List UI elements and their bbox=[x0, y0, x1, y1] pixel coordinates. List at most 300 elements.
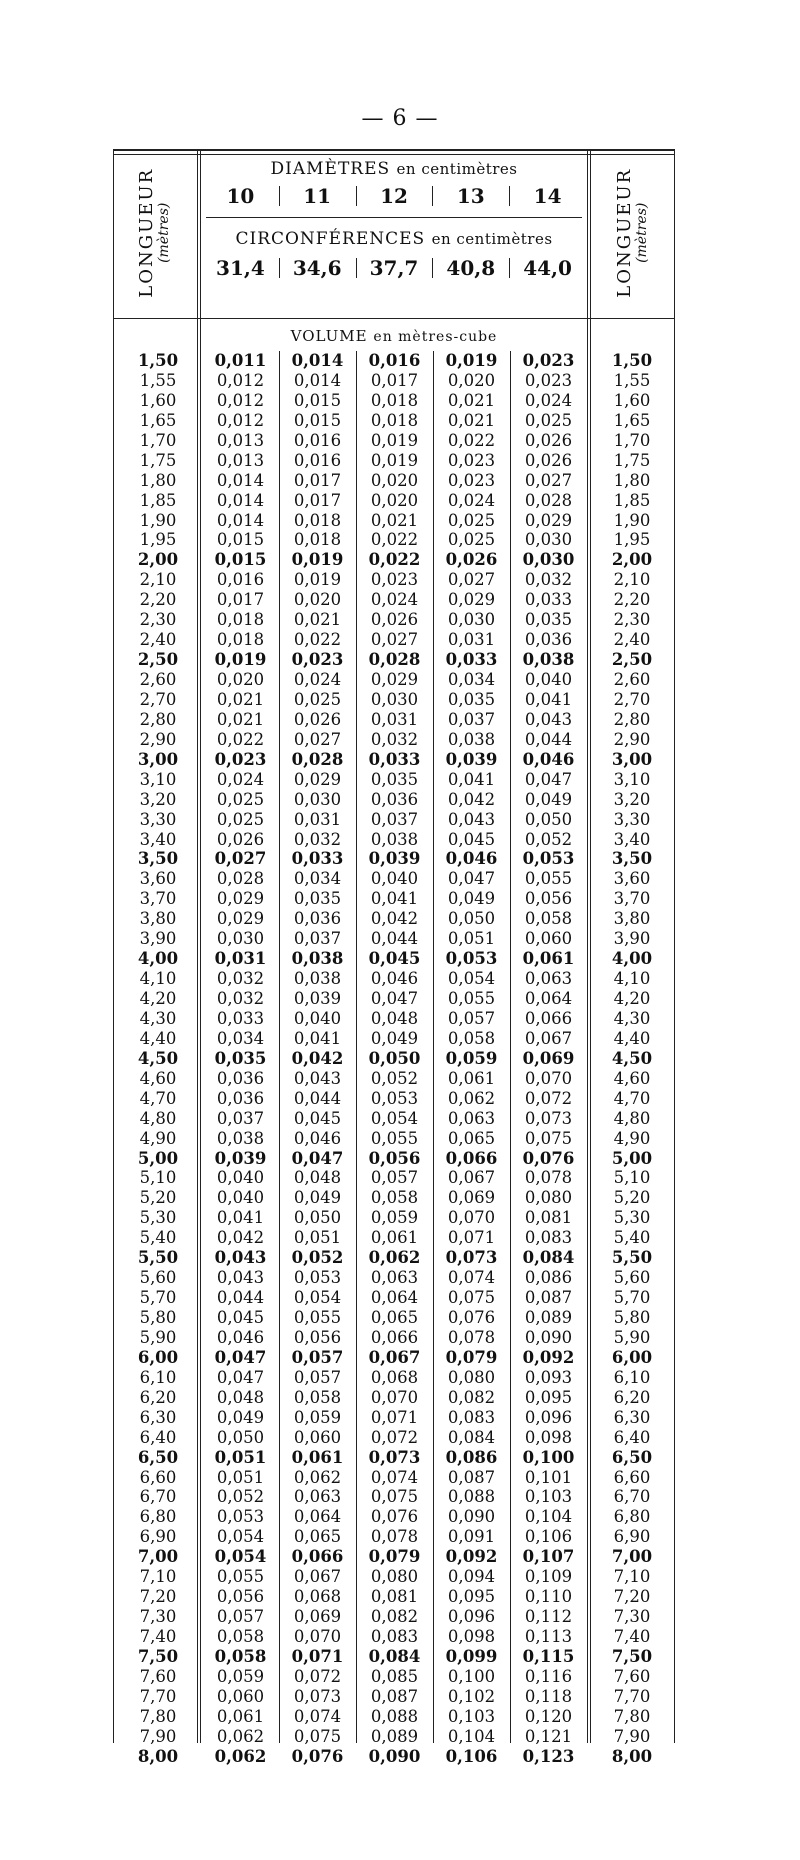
length-cell: 6,20 bbox=[139, 1387, 177, 1407]
volume-cell: 0,047 bbox=[291, 1148, 344, 1168]
volume-cell: 0,089 bbox=[370, 1726, 419, 1746]
volume-cell: 0,046 bbox=[522, 749, 575, 769]
diametre-value: 10 bbox=[226, 184, 255, 208]
volume-cell: 0,043 bbox=[214, 1248, 267, 1268]
table-row bbox=[114, 1049, 674, 1069]
length-cell: 5,70 bbox=[139, 1288, 177, 1308]
page-number: — 6 — bbox=[361, 106, 439, 131]
length-cell-right: 7,30 bbox=[613, 1607, 651, 1627]
volume-cell: 0,030 bbox=[524, 530, 573, 550]
table-row bbox=[114, 750, 674, 770]
table-row bbox=[114, 1687, 674, 1707]
volume-cell: 0,020 bbox=[293, 590, 342, 610]
volume-cell: 0,106 bbox=[445, 1746, 498, 1766]
volume-cell: 0,078 bbox=[447, 1327, 496, 1347]
volume-cell: 0,022 bbox=[368, 550, 421, 570]
length-cell: 7,80 bbox=[139, 1706, 177, 1726]
volume-cell: 0,098 bbox=[447, 1627, 496, 1646]
volume-cell: 0,059 bbox=[293, 1407, 342, 1427]
volume-unit: en mètres-cube bbox=[373, 329, 498, 345]
volume-cell: 0,013 bbox=[216, 450, 265, 470]
volume-cell: 0,054 bbox=[216, 1527, 265, 1547]
volume-cell: 0,060 bbox=[216, 1686, 265, 1706]
table-row bbox=[114, 1527, 674, 1547]
volume-cell: 0,082 bbox=[370, 1607, 419, 1627]
volume-cell: 0,063 bbox=[370, 1268, 419, 1288]
volume-cell: 0,057 bbox=[291, 1347, 344, 1367]
table-row bbox=[114, 830, 674, 850]
circonference-value: 44,0 bbox=[509, 255, 586, 281]
volume-cell: 0,076 bbox=[447, 1308, 496, 1327]
table-row bbox=[114, 909, 674, 929]
volume-cell: 0,028 bbox=[524, 490, 573, 510]
volume-cell: 0,038 bbox=[291, 949, 344, 969]
volume-cell: 0,032 bbox=[216, 989, 265, 1008]
length-cell: 6,00 bbox=[137, 1347, 179, 1367]
table-row bbox=[114, 411, 674, 431]
volume-cell: 0,089 bbox=[524, 1308, 573, 1327]
volume-cell: 0,015 bbox=[216, 530, 265, 550]
volume-cell: 0,100 bbox=[447, 1666, 496, 1686]
length-cell-right: 2,30 bbox=[613, 610, 651, 630]
volume-cell: 0,069 bbox=[293, 1607, 342, 1627]
volume-cell: 0,052 bbox=[291, 1248, 344, 1268]
length-cell: 2,20 bbox=[139, 590, 177, 610]
volume-cell: 0,065 bbox=[447, 1128, 496, 1148]
length-cell-right: 6,00 bbox=[611, 1347, 653, 1367]
length-cell-right: 7,80 bbox=[613, 1706, 651, 1726]
length-cell-right: 6,40 bbox=[613, 1427, 651, 1447]
volume-cell: 0,012 bbox=[216, 390, 265, 410]
volume-cell: 0,049 bbox=[216, 1407, 265, 1427]
volume-cell: 0,118 bbox=[524, 1686, 573, 1706]
length-cell: 1,60 bbox=[139, 390, 177, 410]
length-cell-right: 2,60 bbox=[613, 670, 651, 689]
length-cell: 4,00 bbox=[137, 949, 179, 969]
volume-cell: 0,123 bbox=[522, 1746, 575, 1766]
volume-cell: 0,033 bbox=[216, 1008, 265, 1028]
length-cell: 3,60 bbox=[139, 869, 177, 889]
table-row bbox=[114, 690, 674, 710]
volume-cell: 0,076 bbox=[291, 1746, 344, 1766]
table-row bbox=[114, 1388, 674, 1408]
volume-cell: 0,042 bbox=[291, 1048, 344, 1068]
volume-cell: 0,057 bbox=[216, 1607, 265, 1627]
volume-cell: 0,093 bbox=[524, 1367, 573, 1387]
volume-cell: 0,027 bbox=[447, 570, 496, 590]
volume-cell: 0,064 bbox=[370, 1288, 419, 1308]
header-bottom-rule bbox=[114, 318, 674, 319]
volume-cell: 0,065 bbox=[370, 1308, 419, 1327]
table-row bbox=[114, 1129, 674, 1149]
length-cell: 3,20 bbox=[139, 789, 177, 809]
volume-cell: 0,018 bbox=[370, 390, 419, 410]
diametre-value: 14 bbox=[509, 183, 586, 209]
diametres-title: DIAMÈTRES bbox=[270, 159, 391, 179]
volume-cell: 0,057 bbox=[293, 1367, 342, 1387]
volume-cell: 0,078 bbox=[370, 1527, 419, 1547]
length-cell-right: 4,20 bbox=[613, 989, 651, 1008]
volume-cell: 0,094 bbox=[447, 1567, 496, 1587]
volume-cell: 0,080 bbox=[370, 1567, 419, 1587]
volume-cell: 0,080 bbox=[447, 1367, 496, 1387]
length-cell-right: 3,00 bbox=[611, 749, 653, 769]
volume-cell: 0,033 bbox=[291, 849, 344, 869]
length-cell-right: 8,00 bbox=[611, 1746, 653, 1766]
volume-cell: 0,054 bbox=[370, 1108, 419, 1128]
volume-cell: 0,051 bbox=[214, 1447, 267, 1467]
volume-cell: 0,046 bbox=[293, 1128, 342, 1148]
volume-cell: 0,058 bbox=[214, 1646, 267, 1666]
length-cell: 1,70 bbox=[139, 430, 177, 450]
length-cell: 2,80 bbox=[139, 709, 177, 729]
volume-cell: 0,052 bbox=[524, 829, 573, 849]
volume-cell: 0,027 bbox=[524, 470, 573, 490]
length-cell: 5,20 bbox=[139, 1188, 177, 1208]
length-cell-right: 1,75 bbox=[613, 450, 651, 470]
length-cell: 7,70 bbox=[139, 1686, 177, 1706]
length-cell: 5,80 bbox=[139, 1308, 177, 1327]
volume-cell: 0,025 bbox=[524, 410, 573, 430]
volume-cell: 0,037 bbox=[293, 929, 342, 949]
length-cell-right: 2,50 bbox=[611, 650, 653, 670]
length-cell: 4,30 bbox=[139, 1008, 177, 1028]
volume-cell: 0,048 bbox=[370, 1008, 419, 1028]
volume-cell: 0,013 bbox=[216, 430, 265, 450]
volume-cell: 0,016 bbox=[216, 570, 265, 590]
length-cell-right: 7,50 bbox=[611, 1646, 653, 1666]
volume-cell: 0,026 bbox=[370, 610, 419, 630]
volume-cell: 0,039 bbox=[368, 849, 421, 869]
volume-cell: 0,065 bbox=[293, 1527, 342, 1547]
length-cell-right: 7,40 bbox=[613, 1627, 651, 1646]
table-row bbox=[114, 550, 674, 570]
volume-cell: 0,033 bbox=[445, 650, 498, 670]
volume-cell: 0,041 bbox=[447, 769, 496, 789]
right-length-unit: (mètres) bbox=[634, 202, 651, 264]
volume-cell: 0,060 bbox=[524, 929, 573, 949]
length-cell-right: 2,70 bbox=[613, 689, 651, 709]
volume-cell: 0,043 bbox=[447, 809, 496, 829]
length-cell-right: 3,90 bbox=[613, 929, 651, 949]
volume-cell: 0,061 bbox=[447, 1068, 496, 1088]
table-row bbox=[114, 1567, 674, 1587]
length-cell-right: 4,50 bbox=[611, 1048, 653, 1068]
volume-cell: 0,029 bbox=[370, 670, 419, 689]
volume-cell: 0,055 bbox=[370, 1128, 419, 1148]
volume-cell: 0,058 bbox=[216, 1627, 265, 1646]
volume-cell: 0,120 bbox=[524, 1706, 573, 1726]
length-cell: 2,10 bbox=[139, 570, 177, 590]
length-cell-right: 5,10 bbox=[613, 1168, 651, 1188]
volume-cell: 0,048 bbox=[293, 1168, 342, 1188]
volume-cell: 0,100 bbox=[522, 1447, 575, 1467]
volume-cell: 0,041 bbox=[293, 1028, 342, 1048]
volume-cell: 0,022 bbox=[216, 729, 265, 749]
volume-cell: 0,030 bbox=[522, 550, 575, 570]
length-cell: 3,80 bbox=[139, 909, 177, 929]
volume-cell: 0,025 bbox=[216, 809, 265, 829]
length-cell-right: 3,20 bbox=[613, 789, 651, 809]
volume-cell: 0,091 bbox=[447, 1527, 496, 1547]
length-cell: 8,00 bbox=[137, 1746, 179, 1766]
length-cell: 1,90 bbox=[139, 510, 177, 530]
length-cell-right: 2,90 bbox=[613, 729, 651, 749]
volume-cell: 0,022 bbox=[293, 630, 342, 650]
volume-cell: 0,070 bbox=[524, 1068, 573, 1088]
volume-cell: 0,039 bbox=[293, 989, 342, 1008]
right-length-title: LONGUEUR bbox=[614, 168, 636, 298]
length-cell: 5,60 bbox=[139, 1268, 177, 1288]
table-row bbox=[114, 1228, 674, 1248]
length-cell-right: 3,10 bbox=[613, 769, 651, 789]
volume-cell: 0,046 bbox=[445, 849, 498, 869]
table-row bbox=[114, 1168, 674, 1188]
volume-cell: 0,040 bbox=[293, 1008, 342, 1028]
volume-cell: 0,066 bbox=[291, 1547, 344, 1567]
length-cell-right: 5,30 bbox=[613, 1208, 651, 1228]
volume-cell: 0,073 bbox=[524, 1108, 573, 1128]
length-cell-right: 1,50 bbox=[611, 351, 653, 370]
circonferences-values bbox=[202, 255, 586, 281]
length-cell-right: 2,00 bbox=[611, 550, 653, 570]
volume-cell: 0,049 bbox=[293, 1188, 342, 1208]
volume-cell: 0,103 bbox=[447, 1706, 496, 1726]
volume-cell: 0,035 bbox=[447, 689, 496, 709]
volume-cell: 0,028 bbox=[216, 869, 265, 889]
volume-cell: 0,028 bbox=[368, 650, 421, 670]
volume-cell: 0,021 bbox=[370, 510, 419, 530]
volume-cell: 0,016 bbox=[293, 450, 342, 470]
volume-cell: 0,096 bbox=[524, 1407, 573, 1427]
table-row bbox=[114, 1647, 674, 1667]
volume-cell: 0,014 bbox=[216, 490, 265, 510]
volume-cell: 0,018 bbox=[216, 630, 265, 650]
length-cell: 6,70 bbox=[139, 1487, 177, 1507]
volume-cell: 0,029 bbox=[216, 909, 265, 929]
volume-cell: 0,081 bbox=[524, 1208, 573, 1228]
circonference-value: 34,6 bbox=[279, 255, 356, 281]
volume-cell: 0,050 bbox=[293, 1208, 342, 1228]
length-cell: 5,90 bbox=[139, 1327, 177, 1347]
volume-cell: 0,073 bbox=[293, 1686, 342, 1706]
volume-cell: 0,036 bbox=[370, 789, 419, 809]
volume-cell: 0,056 bbox=[293, 1327, 342, 1347]
volume-cell: 0,083 bbox=[524, 1228, 573, 1248]
table-row bbox=[114, 1288, 674, 1308]
table-row bbox=[114, 770, 674, 790]
volume-cell: 0,073 bbox=[445, 1248, 498, 1268]
volume-cell: 0,059 bbox=[370, 1208, 419, 1228]
volume-cell: 0,022 bbox=[447, 430, 496, 450]
volume-cell: 0,066 bbox=[524, 1008, 573, 1028]
length-cell-right: 4,80 bbox=[613, 1108, 651, 1128]
length-cell: 3,10 bbox=[139, 769, 177, 789]
volume-cell: 0,070 bbox=[447, 1208, 496, 1228]
volume-cell: 0,027 bbox=[214, 849, 267, 869]
volume-cell: 0,029 bbox=[447, 590, 496, 610]
volume-cell: 0,104 bbox=[447, 1726, 496, 1746]
length-cell: 2,00 bbox=[137, 550, 179, 570]
volume-cell: 0,015 bbox=[293, 410, 342, 430]
table-row bbox=[114, 1607, 674, 1627]
table-row bbox=[114, 1547, 674, 1567]
volume-cell: 0,055 bbox=[447, 989, 496, 1008]
volume-cell: 0,099 bbox=[445, 1646, 498, 1666]
volume-cell: 0,051 bbox=[216, 1467, 265, 1487]
length-cell: 7,20 bbox=[139, 1587, 177, 1607]
volume-cell: 0,035 bbox=[370, 769, 419, 789]
length-cell: 4,40 bbox=[139, 1028, 177, 1048]
volume-cell: 0,032 bbox=[524, 570, 573, 590]
volume-cell: 0,047 bbox=[216, 1367, 265, 1387]
table-row bbox=[114, 1408, 674, 1428]
volume-cell: 0,025 bbox=[447, 530, 496, 550]
length-cell: 2,30 bbox=[139, 610, 177, 630]
volume-cell: 0,064 bbox=[524, 989, 573, 1008]
volume-cell: 0,038 bbox=[370, 829, 419, 849]
length-cell: 1,85 bbox=[139, 490, 177, 510]
length-cell: 1,65 bbox=[139, 410, 177, 430]
length-cell-right: 6,50 bbox=[611, 1447, 653, 1467]
length-cell: 4,70 bbox=[139, 1088, 177, 1108]
volume-cell: 0,036 bbox=[216, 1068, 265, 1088]
volume-cell: 0,037 bbox=[216, 1108, 265, 1128]
volume-cell: 0,035 bbox=[524, 610, 573, 630]
volume-cell: 0,021 bbox=[447, 410, 496, 430]
volume-cell: 0,025 bbox=[293, 689, 342, 709]
volume-cell: 0,019 bbox=[370, 430, 419, 450]
volume-cell: 0,019 bbox=[291, 550, 344, 570]
volume-cell: 0,022 bbox=[370, 530, 419, 550]
volume-cell: 0,045 bbox=[447, 829, 496, 849]
volume-cell: 0,025 bbox=[216, 789, 265, 809]
length-cell-right: 6,90 bbox=[613, 1527, 651, 1547]
volume-cell: 0,023 bbox=[214, 749, 267, 769]
length-cell-right: 7,10 bbox=[613, 1567, 651, 1587]
length-cell: 4,60 bbox=[139, 1068, 177, 1088]
volume-cell: 0,038 bbox=[522, 650, 575, 670]
table-row bbox=[114, 1109, 674, 1129]
volume-cell: 0,014 bbox=[293, 370, 342, 390]
table-row bbox=[114, 1707, 674, 1727]
volume-title: VOLUME bbox=[290, 327, 368, 345]
length-cell-right: 1,95 bbox=[613, 530, 651, 550]
volume-cell: 0,072 bbox=[293, 1666, 342, 1686]
table-row bbox=[114, 929, 674, 949]
volume-cell: 0,039 bbox=[214, 1148, 267, 1168]
table-row bbox=[114, 590, 674, 610]
volume-cell: 0,115 bbox=[522, 1646, 575, 1666]
volume-cell: 0,054 bbox=[293, 1288, 342, 1308]
volume-cell: 0,035 bbox=[293, 889, 342, 909]
volume-cell: 0,058 bbox=[447, 1028, 496, 1048]
volume-cell: 0,026 bbox=[524, 430, 573, 450]
length-cell-right: 3,50 bbox=[611, 849, 653, 869]
table-row bbox=[114, 730, 674, 750]
volume-cell: 0,034 bbox=[293, 869, 342, 889]
volume-cell: 0,070 bbox=[293, 1627, 342, 1646]
length-cell: 3,70 bbox=[139, 889, 177, 909]
length-cell-right: 5,20 bbox=[613, 1188, 651, 1208]
table-row bbox=[114, 511, 674, 531]
volume-cell: 0,043 bbox=[216, 1268, 265, 1288]
volume-cell: 0,031 bbox=[370, 709, 419, 729]
volume-cell: 0,023 bbox=[291, 650, 344, 670]
volume-cell: 0,019 bbox=[370, 450, 419, 470]
volume-cell: 0,047 bbox=[370, 989, 419, 1008]
length-cell-right: 5,60 bbox=[613, 1268, 651, 1288]
table-row bbox=[114, 1587, 674, 1607]
table-row bbox=[114, 391, 674, 411]
volume-cell: 0,058 bbox=[293, 1387, 342, 1407]
table-row bbox=[114, 1069, 674, 1089]
volume-cell: 0,074 bbox=[370, 1467, 419, 1487]
table-row bbox=[114, 610, 674, 630]
volume-cell: 0,076 bbox=[522, 1148, 575, 1168]
table-row bbox=[114, 1149, 674, 1169]
table-row bbox=[114, 351, 674, 371]
table-row bbox=[114, 949, 674, 969]
volume-cell: 0,049 bbox=[370, 1028, 419, 1048]
volume-cell: 0,044 bbox=[293, 1088, 342, 1108]
table-body bbox=[114, 351, 674, 1767]
volume-cell: 0,050 bbox=[524, 809, 573, 829]
volume-cell: 0,021 bbox=[447, 390, 496, 410]
volume-cell: 0,029 bbox=[524, 510, 573, 530]
left-length-title: LONGUEUR bbox=[136, 168, 158, 298]
volume-cell: 0,040 bbox=[216, 1168, 265, 1188]
table-row bbox=[114, 1747, 674, 1767]
volume-cell: 0,016 bbox=[368, 351, 421, 370]
volume-cell: 0,090 bbox=[447, 1507, 496, 1527]
volume-cell: 0,088 bbox=[447, 1487, 496, 1507]
volume-cell: 0,092 bbox=[445, 1547, 498, 1567]
table-row bbox=[114, 1348, 674, 1368]
volume-cell: 0,026 bbox=[293, 709, 342, 729]
volume-cell: 0,066 bbox=[370, 1327, 419, 1347]
table-row bbox=[114, 1368, 674, 1388]
length-cell: 6,80 bbox=[139, 1507, 177, 1527]
length-cell-right: 1,70 bbox=[613, 430, 651, 450]
volume-cell: 0,028 bbox=[291, 749, 344, 769]
diametres-heading bbox=[202, 159, 586, 179]
volume-cell: 0,061 bbox=[291, 1447, 344, 1467]
volume-cell: 0,053 bbox=[445, 949, 498, 969]
volume-cell: 0,023 bbox=[447, 450, 496, 470]
diametres-unit: en centimètres bbox=[396, 160, 518, 178]
volume-cell: 0,062 bbox=[214, 1746, 267, 1766]
volume-cell: 0,069 bbox=[522, 1048, 575, 1068]
volume-cell: 0,083 bbox=[447, 1407, 496, 1427]
length-cell-right: 4,60 bbox=[613, 1068, 651, 1088]
volume-cell: 0,075 bbox=[293, 1726, 342, 1746]
volume-cell: 0,069 bbox=[447, 1188, 496, 1208]
volume-cell: 0,075 bbox=[447, 1288, 496, 1308]
volume-cell: 0,055 bbox=[216, 1567, 265, 1587]
volume-cell: 0,074 bbox=[293, 1706, 342, 1726]
length-cell-right: 5,80 bbox=[613, 1308, 651, 1327]
length-cell: 7,50 bbox=[137, 1646, 179, 1666]
volume-cell: 0,031 bbox=[447, 630, 496, 650]
volume-cell: 0,018 bbox=[293, 530, 342, 550]
length-cell-right: 4,00 bbox=[611, 949, 653, 969]
volume-cell: 0,014 bbox=[216, 470, 265, 490]
volume-cell: 0,088 bbox=[370, 1706, 419, 1726]
length-cell-right: 4,90 bbox=[613, 1128, 651, 1148]
volume-cell: 0,047 bbox=[447, 869, 496, 889]
table-row bbox=[114, 1448, 674, 1468]
